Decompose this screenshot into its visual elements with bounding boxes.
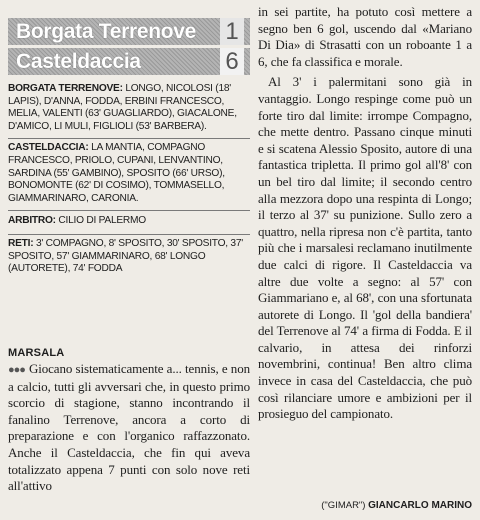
article-byline (262, 500, 472, 511)
goals-label: RETI: (8, 237, 34, 249)
home-lineup-players: LONGO, NICOLOSI (18' LAPIS), D'ANNA, FODDA, ERBINI FRANCESCO, MELIA, VALENTI (63' GUAGLIARDO), GIACALONE, D'AMICO, LI MULI, FIGLIOLI (53' BARBERA). (8, 83, 237, 132)
away-lineup (8, 139, 250, 211)
article-intro-text: Giocano sistematicamente a... tennis, e non a calcio, tutti gli avversari che, in questo primo scorcio di stagione, stanno incontrando il fanalino Terrenove, ancora a corto di preparazione e con l'organico raffazzonato. Anche il Casteldaccia, che fin qui aveva totalizzato appena 7 punti con solo nove reti all'attivo (8, 361, 250, 494)
scoreboard-home (8, 18, 250, 45)
article-start (8, 347, 250, 495)
article-intro (8, 361, 250, 495)
home-team-score: 1 (220, 18, 244, 45)
match-summary (8, 18, 250, 281)
goals-list: 3' COMPAGNO, 8' SPOSITO, 30' SPOSITO, 37' SPOSITO, 57' GIAMMARINARO, 68' LONGO (AUTORETE), 74' FODDA (8, 237, 243, 275)
byline-tag: ("GIMAR") (321, 500, 366, 511)
article-dateline: MARSALA (8, 347, 65, 359)
article-continuation (258, 4, 472, 423)
away-lineup-label: CASTELDACCIA: (8, 142, 89, 154)
home-lineup-label: BORGATA TERRENOVE: (8, 83, 123, 94)
referee-line (8, 211, 250, 235)
home-lineup (8, 78, 250, 139)
home-team-name: Borgata Terrenove (16, 20, 197, 43)
goals-line (8, 235, 250, 281)
match-info (8, 78, 250, 281)
article-continuation-text: in sei partite, ha potuto così mettere a segno ben 6 gol, uscendo dal «Mariano Di Dia» di Strasatti con un roboante 1 a 6, che fa classifica e morale. (258, 4, 472, 69)
referee-label: ARBITRO: (8, 215, 56, 227)
referee-name: CILIO DI PALERMO (58, 215, 146, 227)
scoreboard-away (8, 48, 250, 75)
bullet-dots-icon: ●●● (8, 364, 25, 376)
byline-author: GIANCARLO MARINO (368, 500, 472, 511)
away-team-name: Casteldaccia (16, 50, 141, 73)
article-paragraph-2: Al 3' i palermitani sono già in vantaggio. Longo respinge come può un forte tiro dal limite: irrompe Compagno, che mette dentro. Passano cinque minuti e si scatena Alessio Sposito, autore di una fantastica tripletta. Il primo gol all'8' con un bel tiro dal limite; il secondo centro alla mezzora dopo una respinta di Longo; il terzo al 37' su punizione. Sullo zero a quattro, nella ripresa non c'è partita, tanto più che i marsalesi reclamano inutilmente due calci di rigore. Il Casteldaccia va altre due volte a segno: al 57' con Giammariano e, al 68', con una sfortunata autorete di Longo. Il 'gol della bandiera' del Terrenove al 74' a firma di Fodda. E il calvario, in attesa dei rinforzi novembrini, continua! Ben altro clima invece in casa del Casteldaccia, che può così rilanciare umore e ambizioni per il prosieguo del campionato. (258, 74, 472, 422)
away-lineup-players: LA MANTIA, COMPAGNO FRANCESCO, PRIOLO, CUPANI, LENVANTINO, SARDINA (55' GAMBINO), SPOSITO (66' URSO), BONOMONTE (62' DI COSIMO), TOMMASELLO, GIAMMARINARO, CARONIA. (8, 142, 225, 204)
away-team-score: 6 (220, 48, 244, 75)
